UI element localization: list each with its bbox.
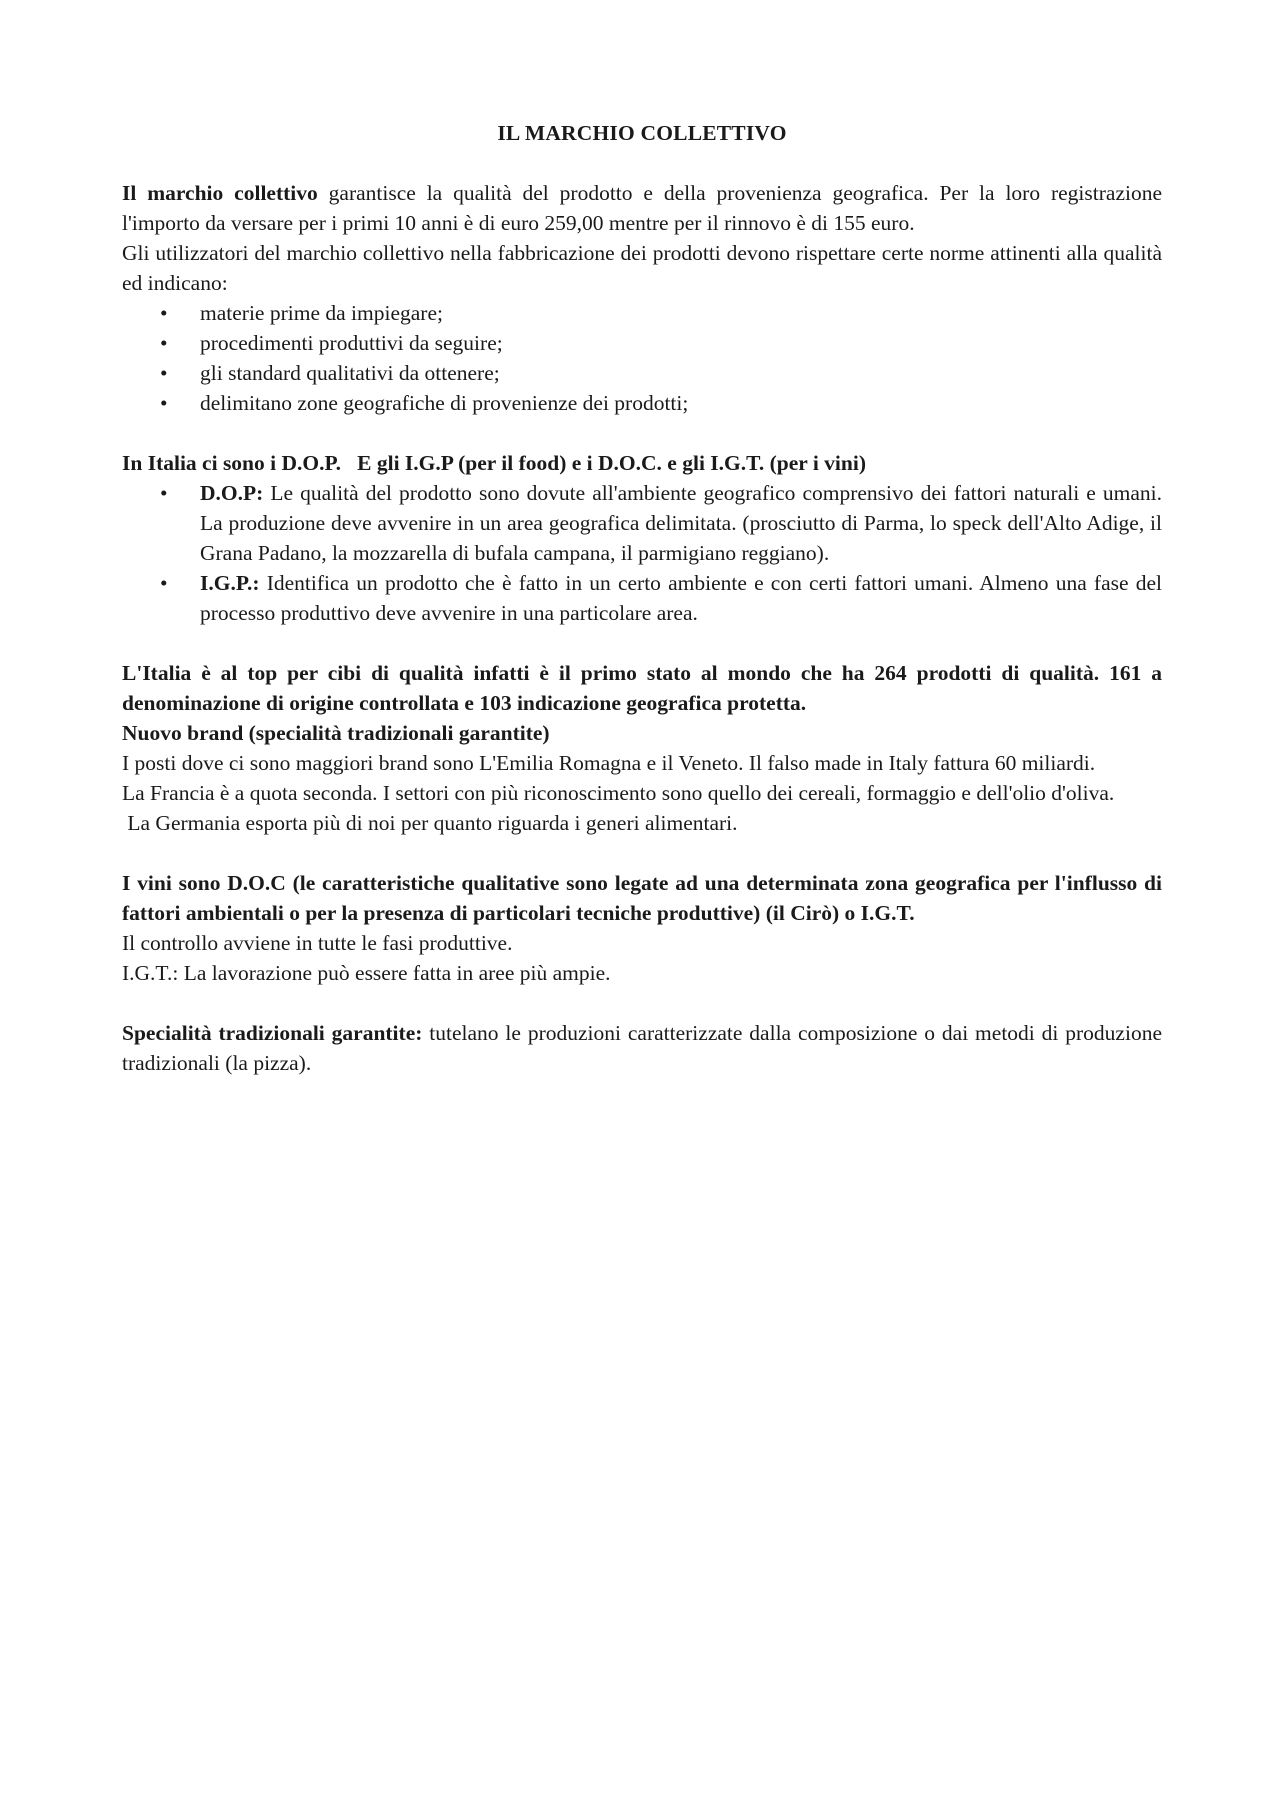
list-item	[122, 388, 1162, 418]
list-item-text: delimitano zone geografiche di provenienze dei prodotti;	[200, 391, 689, 415]
bullet-icon: •	[160, 331, 168, 355]
designation-label: I.G.P.:	[200, 571, 260, 595]
norms-list	[122, 298, 1162, 418]
brand-places-paragraph: I posti dove ci sono maggiori brand sono L'Emilia Romagna e il Veneto. Il falso made in Italy fattura 60 miliardi.	[122, 751, 1096, 775]
list-item-text: gli standard qualitativi da ottenere;	[200, 361, 500, 385]
bullet-icon: •	[160, 361, 168, 385]
paragraph-spacer	[122, 628, 1162, 658]
wines-paragraph	[122, 868, 1162, 928]
designation-text: Le qualità del prodotto sono dovute all'ambiente geografico comprensivo dei fattori naturali e umani. La produzione deve avvenire in un area geografica delimitata. (prosciutto di Parma, lo speck dell'Alto Adige, il Grana Padano, la mozzarella di bufala campana, il parmigiano reggiano).	[200, 481, 1162, 565]
paragraph-spacer	[122, 838, 1162, 868]
list-item-text: procedimenti produttivi da seguire;	[200, 331, 503, 355]
stg-text: tutelano le produzioni caratterizzate dalla composizione o dai metodi di produzione tradizionali (la pizza).	[122, 1021, 1162, 1075]
paragraph-spacer	[122, 988, 1162, 1018]
italy-heading-text: In Italia ci sono i D.O.P. E gli I.G.P (per il food) e i D.O.C. e gli I.G.T. (per i vini)	[122, 451, 866, 475]
bullet-icon: •	[160, 571, 168, 595]
italy-heading	[122, 448, 1162, 478]
new-brand-text: Nuovo brand (specialità tradizionali garantite)	[122, 721, 550, 745]
intro-bold-term: Il marchio collettivo	[122, 181, 318, 205]
wines-text: I vini sono D.O.C (le caratteristiche qualitative sono legate ad una determinata zona geografica per l'influsso di fattori ambientali o per la presenza di particolari tecniche produttive) (il Cirò) o I.G.T.	[122, 871, 1162, 925]
users-paragraph: Gli utilizzatori del marchio collettivo nella fabbricazione dei prodotti devono rispettare certe norme attinenti alla qualità ed indicano:	[122, 241, 1162, 295]
germany-paragraph: La Germania esporta più di noi per quanto riguarda i generi alimentari.	[122, 811, 738, 835]
list-item-text: materie prime da impiegare;	[200, 301, 443, 325]
list-item	[122, 328, 1162, 358]
list-item	[122, 358, 1162, 388]
list-item-dop	[122, 478, 1162, 568]
list-item-igp	[122, 568, 1162, 628]
designations-list	[122, 478, 1162, 628]
list-item	[122, 298, 1162, 328]
igt-paragraph: I.G.T.: La lavorazione può essere fatta in aree più ampie.	[122, 961, 611, 985]
bullet-icon: •	[160, 301, 168, 325]
new-brand-paragraph	[122, 718, 1162, 748]
bullet-icon: •	[160, 481, 168, 505]
stg-paragraph	[122, 1018, 1162, 1078]
top-quality-text: L'Italia è al top per cibi di qualità infatti è il primo stato al mondo che ha 264 prodotti di qualità. 161 a denominazione di origine controllata e 103 indicazione geografica protetta.	[122, 661, 1162, 715]
top-quality-paragraph	[122, 658, 1162, 718]
france-paragraph: La Francia è a quota seconda. I settori con più riconoscimento sono quello dei cereali, formaggio e dell'olio d'oliva.	[122, 781, 1115, 805]
document-title: IL MARCHIO COLLETTIVO	[497, 121, 787, 145]
paragraph-spacer	[122, 418, 1162, 448]
stg-bold-term: Specialità tradizionali garantite:	[122, 1021, 423, 1045]
designation-label: D.O.P:	[200, 481, 264, 505]
control-paragraph: Il controllo avviene in tutte le fasi produttive.	[122, 931, 513, 955]
designation-text: Identifica un prodotto che è fatto in un certo ambiente e con certi fattori umani. Almeno una fase del processo produttivo deve avvenire in una particolare area.	[200, 571, 1162, 625]
intro-text: garantisce la qualità del prodotto e della provenienza geografica. Per la loro registrazione l'importo da versare per i primi 10 anni è di euro 259,00 mentre per il rinnovo è di 155 euro.	[122, 181, 1163, 235]
bullet-icon: •	[160, 391, 168, 415]
intro-paragraph	[122, 178, 1162, 238]
document-page	[122, 118, 1162, 1078]
